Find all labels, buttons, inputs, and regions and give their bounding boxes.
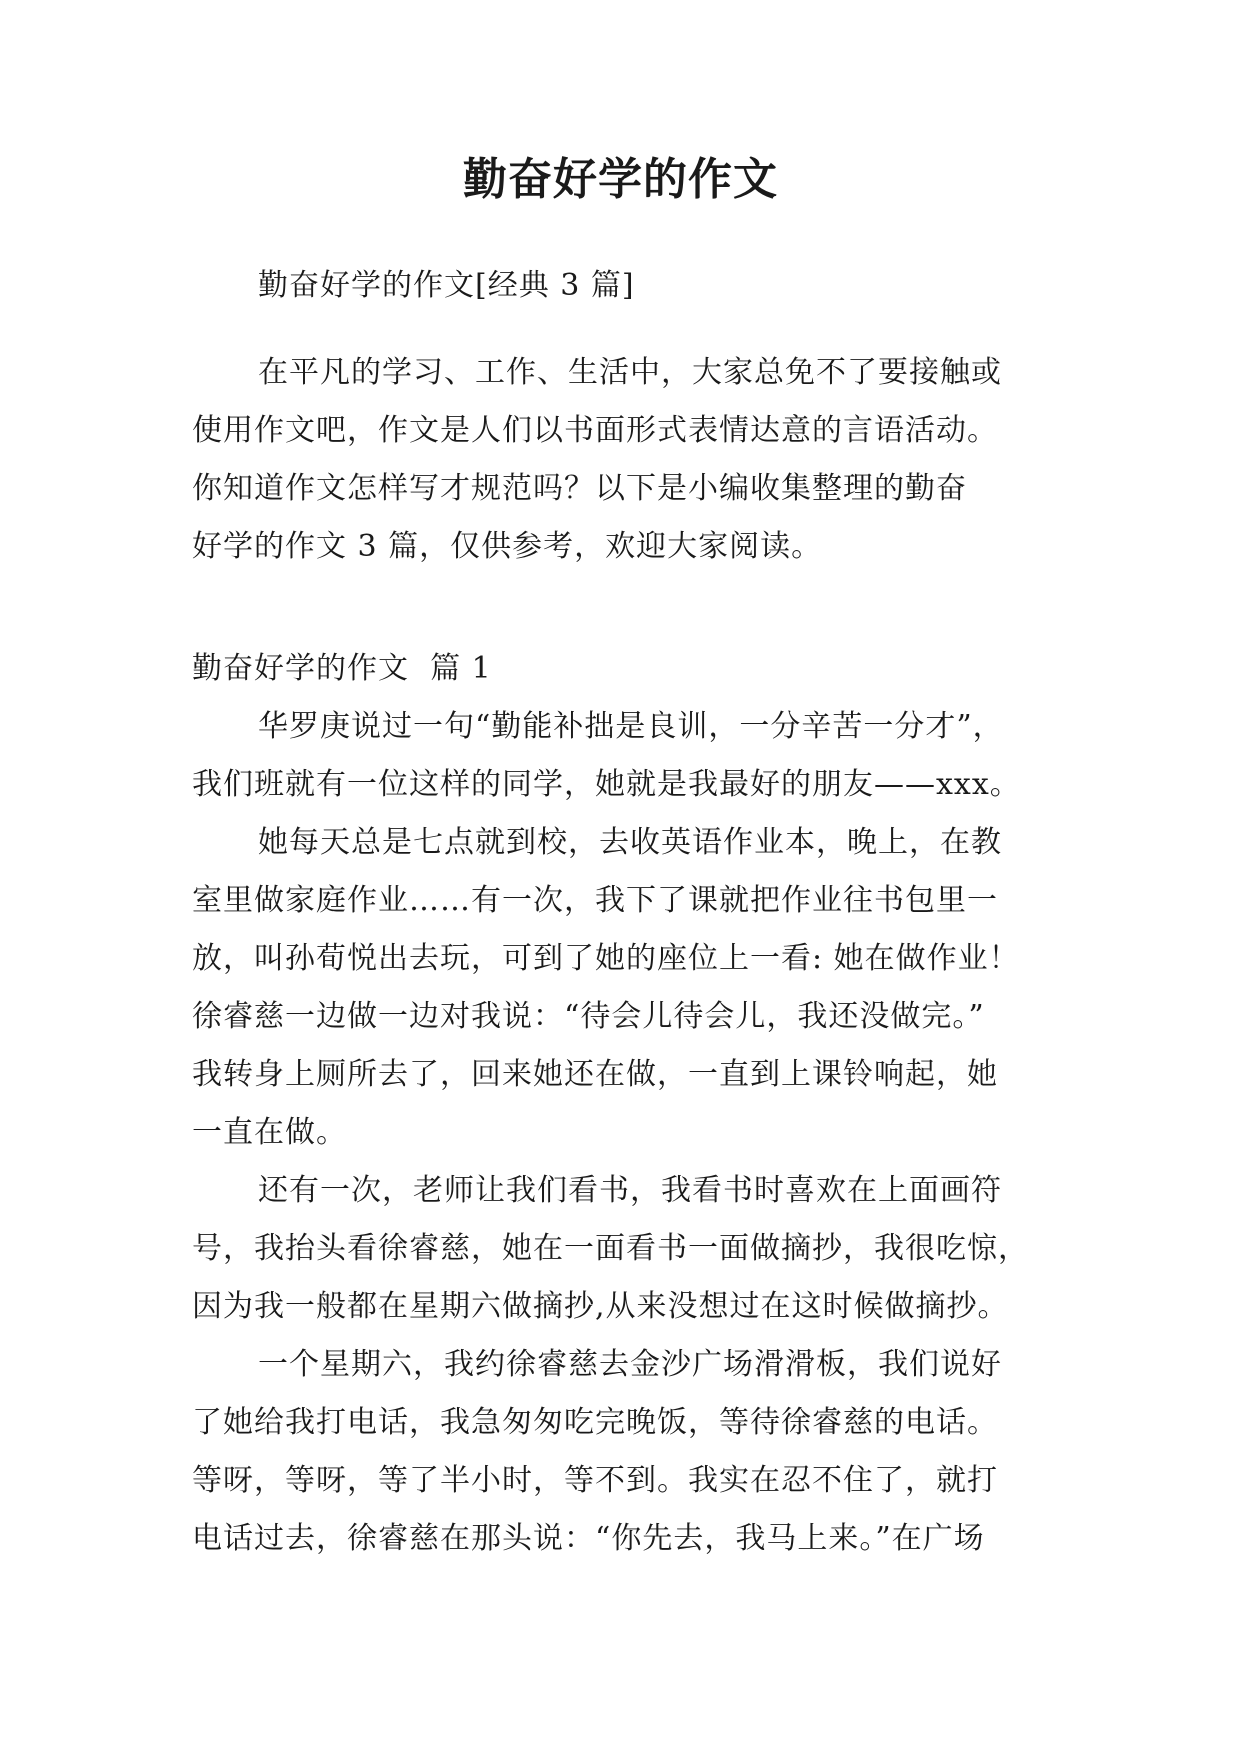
section-line: 华罗庚说过一句“勤能补拙是良训，一分辛苦一分才”， — [258, 709, 1004, 744]
section-line: 一个星期六，我约徐睿慈去金沙广场滑滑板，我们说好 — [258, 1347, 1002, 1382]
section-line: 放，叫孙荀悦出去玩，可到了她的座位上一看: 她在做作业！ — [192, 941, 1020, 976]
section-line: 因为我一般都在星期六做摘抄,从来没想过在这时候做摘抄。 — [192, 1289, 1009, 1324]
section-line: 我转身上厕所去了，回来她还在做，一直到上课铃响起，她 — [192, 1057, 998, 1092]
section-line: 她每天总是七点就到校，去收英语作业本，晚上，在教 — [258, 825, 1002, 860]
section-line: 徐睿慈一边做一边对我说：“待会儿待会儿，我还没做完。” — [192, 999, 985, 1034]
intro-line: 你知道作文怎样写才规范吗？以下是小编收集整理的勤奋 — [192, 471, 967, 506]
intro-line: 在平凡的学习、工作、生活中，大家总免不了要接触或 — [258, 355, 1002, 390]
page-title: 勤奋好学的作文 — [463, 154, 778, 205]
intro-paragraph — [192, 344, 1052, 576]
section-line: 了她给我打电话，我急匆匆吃完晚饭，等待徐睿慈的电话。 — [192, 1405, 998, 1440]
section-line: 室里做家庭作业……有一次，我下了课就把作业往书包里一 — [192, 883, 998, 918]
section-line: 号，我抬头看徐睿慈，她在一面看书一面做摘抄，我很吃惊， — [192, 1231, 1029, 1266]
section-line: 等呀，等呀，等了半小时，等不到。我实在忍不住了，就打 — [192, 1463, 998, 1498]
section-line: 还有一次，老师让我们看书，我看书时喜欢在上面画符 — [258, 1173, 1002, 1208]
section-body — [192, 698, 1052, 1568]
section-line: 电话过去，徐睿慈在那头说：“你先去，我马上来。”在广场 — [192, 1521, 985, 1556]
intro-line: 好学的作文 3 篇，仅供参考，欢迎大家阅读。 — [192, 529, 823, 564]
section-heading — [192, 640, 1052, 698]
section-line: 我们班就有一位这样的同学，她就是我最好的朋友——xxx。 — [192, 767, 1021, 802]
section-line: 一直在做。 — [192, 1115, 347, 1150]
subtitle-line: 勤奋好学的作文[经典 3 篇] — [258, 268, 635, 303]
intro-line: 使用作文吧，作文是人们以书面形式表情达意的言语活动。 — [192, 413, 998, 448]
document-subtitle — [192, 257, 1052, 315]
section-heading-text: 勤奋好学的作文 篇 1 — [192, 651, 492, 686]
